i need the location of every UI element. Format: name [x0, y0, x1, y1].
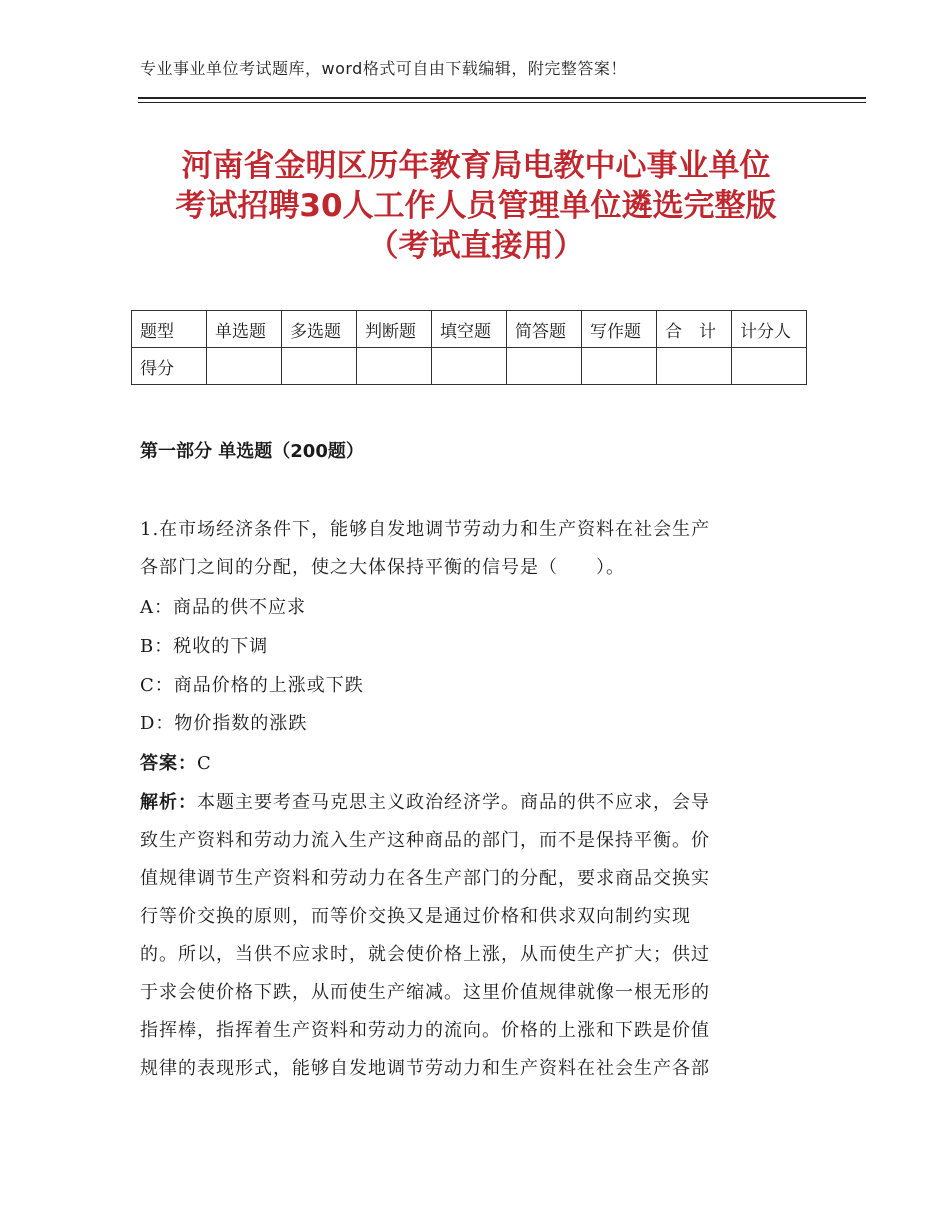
score-input-cell[interactable] — [582, 348, 657, 385]
score-input-cell[interactable] — [357, 348, 432, 385]
answer-label: 答案： — [140, 753, 197, 774]
option-d: D：物价指数的涨跌 — [140, 713, 308, 734]
header-rule-thin — [138, 102, 866, 103]
header-note: 专业事业单位考试题库，word格式可自由下载编辑，附完整答案！ — [140, 59, 627, 78]
score-header-cell: 题型 — [132, 311, 207, 348]
title-line-3: （考试直接用） — [367, 228, 585, 264]
score-header-cell: 判断题 — [357, 311, 432, 348]
score-header-cell: 简答题 — [507, 311, 582, 348]
analysis-line — [140, 788, 710, 814]
answer-value: C — [197, 753, 212, 774]
document-title — [100, 146, 852, 266]
section-title: 第一部分 单选题（200题） — [140, 441, 364, 462]
analysis-line: 行等价交换的原则，而等价交换又是通过价格和供求双向制约实现 — [140, 906, 691, 927]
score-input-cell[interactable] — [732, 348, 807, 385]
score-input-cell[interactable] — [432, 348, 507, 385]
score-input-cell[interactable] — [507, 348, 582, 385]
title-line-1: 河南省金明区历年教育局电教中心事业单位 — [181, 148, 771, 184]
option-a: A：商品的供不应求 — [140, 597, 306, 618]
analysis-label: 解析： — [140, 792, 197, 813]
analysis-text: 本题主要考查马克思主义政治经济学。商品的供不应求，会导 — [197, 792, 710, 813]
score-header-cell: 计分人 — [732, 311, 807, 348]
analysis-line: 指挥棒，指挥着生产资料和劳动力的流向。价格的上涨和下跌是价值 — [140, 1020, 710, 1041]
answer-line — [140, 749, 212, 775]
title-line-2: 考试招聘30人工作人员管理单位遴选完整版 — [175, 188, 777, 224]
analysis-line: 规律的表现形式，能够自发地调节劳动力和生产资料在社会生产各部 — [140, 1058, 710, 1079]
score-row-label: 得分 — [132, 348, 207, 385]
score-input-cell[interactable] — [282, 348, 357, 385]
score-input-cell[interactable] — [207, 348, 282, 385]
analysis-line: 的。所以，当供不应求时，就会使价格上涨，从而使生产扩大；供过 — [140, 944, 710, 965]
score-header-cell: 单选题 — [207, 311, 282, 348]
header-rule-thick — [138, 97, 866, 99]
score-table-score-row — [132, 348, 807, 385]
option-c: C：商品价格的上涨或下跌 — [140, 675, 364, 696]
score-header-cell: 写作题 — [582, 311, 657, 348]
score-header-cell: 多选题 — [282, 311, 357, 348]
score-table-header-row — [132, 311, 807, 348]
score-header-cell: 合 计 — [657, 311, 732, 348]
option-b: B：税收的下调 — [140, 636, 269, 657]
question-stem-line: 1.在市场经济条件下，能够自发地调节劳动力和生产资料在社会生产 — [140, 519, 711, 540]
analysis-line: 致生产资料和劳动力流入生产这种商品的部门，而不是保持平衡。价 — [140, 830, 710, 851]
analysis-line: 值规律调节生产资料和劳动力在各生产部门的分配，要求商品交换实 — [140, 868, 710, 889]
analysis-line: 于求会使价格下跌，从而使生产缩减。这里价值规律就像一根无形的 — [140, 982, 710, 1003]
question-stem-line: 各部门之间的分配，使之大体保持平衡的信号是（ ）。 — [140, 557, 625, 578]
score-table — [131, 310, 807, 385]
score-header-cell: 填空题 — [432, 311, 507, 348]
score-input-cell[interactable] — [657, 348, 732, 385]
